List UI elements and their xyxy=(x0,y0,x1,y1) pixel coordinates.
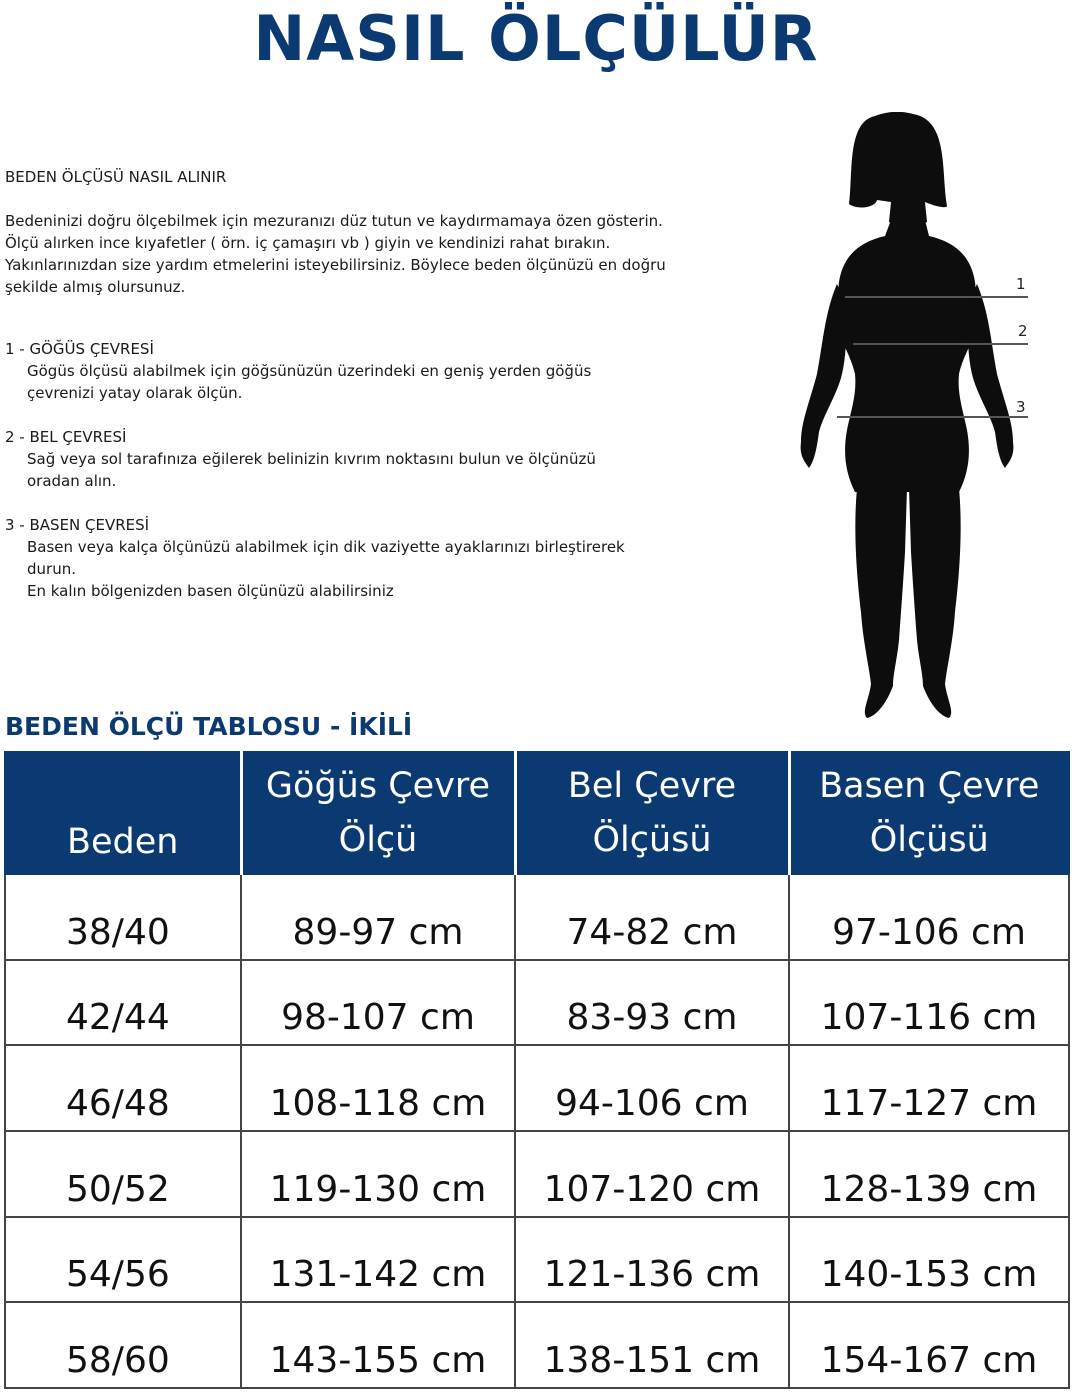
cell-chest: 131-142 cm xyxy=(241,1217,515,1303)
table-row xyxy=(5,960,1069,1046)
header-waist: Bel Çevre Ölçüsü xyxy=(515,752,789,874)
section-description xyxy=(27,448,627,492)
guide-intro-line: Bedeninizi doğru ölçebilmek için mezuranızı düz tutun ve kaydırmamaya özen gösterin. xyxy=(5,212,663,230)
woman-silhouette-icon xyxy=(795,112,1035,724)
section-line: Sağ veya sol tarafınıza eğilerek belinizin kıvrım noktasını bulun ve ölçünüzü xyxy=(27,450,596,468)
cell-hip: 107-116 cm xyxy=(789,960,1069,1046)
cell-size: 38/40 xyxy=(5,874,241,960)
cell-size: 58/60 xyxy=(5,1302,241,1388)
section-line: oradan alın. xyxy=(27,472,117,490)
section-description xyxy=(27,536,627,602)
cell-waist: 107-120 cm xyxy=(515,1131,789,1217)
waist-measure-line xyxy=(853,343,1028,345)
cell-waist: 83-93 cm xyxy=(515,960,789,1046)
table-row xyxy=(5,874,1069,960)
section-chest xyxy=(5,338,725,404)
hip-measure-line xyxy=(837,416,1028,418)
guide-heading: BEDEN ÖLÇÜSÜ NASIL ALINIR xyxy=(5,168,227,186)
section-line: Basen veya kalça ölçünüzü alabilmek için dik vaziyette ayaklarınızı birleştirerek durun. xyxy=(27,538,625,578)
table-row xyxy=(5,1131,1069,1217)
cell-size: 50/52 xyxy=(5,1131,241,1217)
cell-waist: 138-151 cm xyxy=(515,1302,789,1388)
cell-waist: 121-136 cm xyxy=(515,1217,789,1303)
measurement-guide xyxy=(5,166,725,624)
guide-intro-line: Yakınlarınızdan size yardım etmelerini isteyebilirsiniz. Böylece beden ölçünüzü en doğru xyxy=(5,256,666,274)
cell-waist: 94-106 cm xyxy=(515,1045,789,1131)
section-description xyxy=(27,360,627,404)
cell-hip: 154-167 cm xyxy=(789,1302,1069,1388)
chest-measure-line xyxy=(845,296,1028,298)
table-row xyxy=(5,1302,1069,1388)
cell-chest: 98-107 cm xyxy=(241,960,515,1046)
cell-waist: 74-82 cm xyxy=(515,874,789,960)
table-row xyxy=(5,1217,1069,1303)
cell-hip: 117-127 cm xyxy=(789,1045,1069,1131)
section-label: 1 - GÖĞÜS ÇEVRESİ xyxy=(5,340,154,358)
guide-intro-line: Ölçü alırken ince kıyafetler ( örn. iç çamaşırı vb ) giyin ve kendinizi rahat bırakın. xyxy=(5,234,611,252)
table-header-row xyxy=(5,752,1069,874)
cell-chest: 89-97 cm xyxy=(241,874,515,960)
page-title: NASIL ÖLÇÜLÜR xyxy=(253,2,819,75)
size-table-title: BEDEN ÖLÇÜ TABLOSU - İKİLİ xyxy=(5,712,413,741)
header-hip: Basen Çevre Ölçüsü xyxy=(789,752,1069,874)
section-waist xyxy=(5,426,725,492)
cell-chest: 119-130 cm xyxy=(241,1131,515,1217)
header-chest: Göğüs Çevre Ölçü xyxy=(241,752,515,874)
section-line: En kalın bölgenizden basen ölçünüzü alabilirsiniz xyxy=(27,582,394,600)
cell-hip: 140-153 cm xyxy=(789,1217,1069,1303)
header-size: Beden xyxy=(5,752,241,874)
cell-size: 42/44 xyxy=(5,960,241,1046)
woman-silhouette-figure xyxy=(795,112,1035,724)
guide-intro-line: şekilde almış olursunuz. xyxy=(5,278,186,296)
cell-size: 54/56 xyxy=(5,1217,241,1303)
cell-size: 46/48 xyxy=(5,1045,241,1131)
cell-chest: 108-118 cm xyxy=(241,1045,515,1131)
section-label: 3 - BASEN ÇEVRESİ xyxy=(5,516,150,534)
section-line: Gögüs ölçüsü alabilmek için göğsünüzün üzerindeki en geniş yerden göğüs xyxy=(27,362,592,380)
marker-2: 2 xyxy=(1018,322,1028,340)
section-line: çevrenizi yatay olarak ölçün. xyxy=(27,384,243,402)
marker-3: 3 xyxy=(1016,398,1026,416)
table-row xyxy=(5,1045,1069,1131)
size-table xyxy=(4,751,1070,1389)
cell-chest: 143-155 cm xyxy=(241,1302,515,1388)
marker-1: 1 xyxy=(1016,275,1026,293)
cell-hip: 128-139 cm xyxy=(789,1131,1069,1217)
guide-intro xyxy=(5,210,705,298)
section-hip xyxy=(5,514,725,602)
section-label: 2 - BEL ÇEVRESİ xyxy=(5,428,127,446)
cell-hip: 97-106 cm xyxy=(789,874,1069,960)
